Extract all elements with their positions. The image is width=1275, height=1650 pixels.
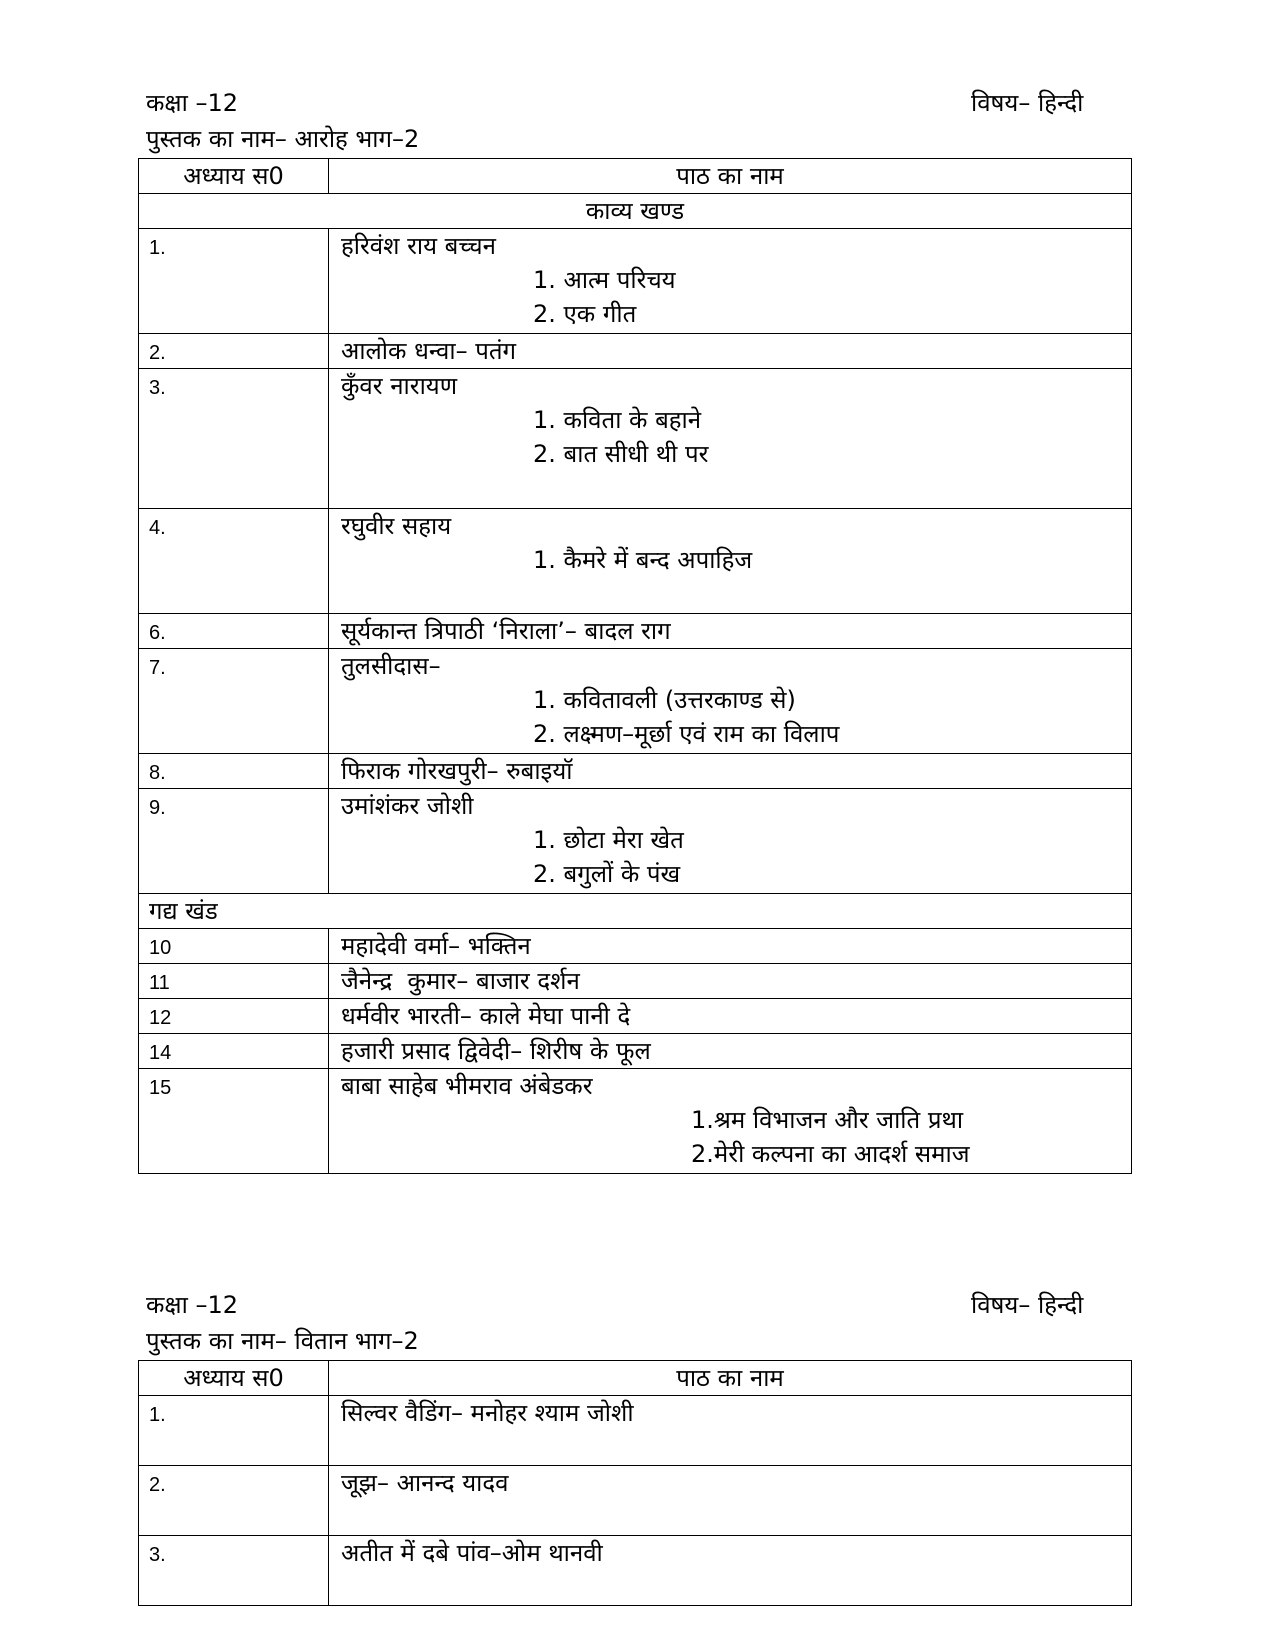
subject-label: विषय– हिन्दी <box>971 89 1084 117</box>
chapter-number: 14 <box>139 1034 329 1069</box>
table-row <box>139 1396 1132 1466</box>
table-row <box>139 1536 1132 1606</box>
lesson-title: रघुवीर सहाय <box>341 512 452 540</box>
lesson-cell <box>329 1536 1132 1606</box>
lesson-item: 2. एक गीत <box>533 300 637 328</box>
chapter-number: 2. <box>139 1466 329 1536</box>
table-row <box>139 789 1132 894</box>
lesson-title: उमांशंकर जोशी <box>341 792 474 820</box>
lesson-item: 1.श्रम विभाजन और जाति प्रथा <box>691 1106 964 1134</box>
section-poetry: काव्य खण्ड <box>139 194 1132 229</box>
lesson-item: 2. बात सीधी थी पर <box>533 440 709 468</box>
table-row <box>139 614 1132 649</box>
lesson-title: हजारी प्रसाद द्विवेदी– शिरीष के फूल <box>341 1037 651 1065</box>
lesson-item: 2. बगुलों के पंख <box>533 860 681 888</box>
table-row <box>139 509 1132 614</box>
lesson-item: 2. लक्ष्मण–मूर्छा एवं राम का विलाप <box>533 720 840 748</box>
lesson-cell <box>329 509 1132 614</box>
lesson-cell <box>329 1396 1132 1466</box>
lesson-item: 1. छोटा मेरा खेत <box>533 826 684 854</box>
section-row-prose <box>139 894 1132 929</box>
table-row <box>139 1466 1132 1536</box>
lesson-cell <box>329 929 1132 964</box>
subject-label: विषय– हिन्दी <box>971 1291 1084 1319</box>
lesson-cell <box>329 229 1132 334</box>
table-header-row <box>139 1361 1132 1396</box>
chapter-number: 1. <box>139 1396 329 1466</box>
col-header-lesson: पाठ का नाम <box>329 159 1132 194</box>
class-label: कक्षा –12 <box>146 1291 239 1319</box>
lesson-title: सिल्वर वैडिंग– मनोहर श्याम जोशी <box>341 1399 634 1427</box>
chapter-number: 15 <box>139 1069 329 1174</box>
lesson-cell <box>329 1466 1132 1536</box>
lesson-cell <box>329 789 1132 894</box>
lesson-title: तुलसीदास– <box>341 652 441 680</box>
lesson-cell <box>329 1069 1132 1174</box>
lesson-cell <box>329 999 1132 1034</box>
table-row <box>139 964 1132 999</box>
table-row <box>139 1069 1132 1174</box>
lesson-title: जैनेन्द्र कुमार– बाजार दर्शन <box>341 967 580 995</box>
col-header-lesson: पाठ का नाम <box>329 1361 1132 1396</box>
lesson-item: 1. कैमरे में बन्द अपाहिज <box>533 546 753 574</box>
table-row <box>139 369 1132 509</box>
chapter-number: 7. <box>139 649 329 754</box>
table-row <box>139 1034 1132 1069</box>
chapter-number: 11 <box>139 964 329 999</box>
table-header-row <box>139 159 1132 194</box>
table-row <box>139 999 1132 1034</box>
table-row <box>139 754 1132 789</box>
lesson-cell <box>329 369 1132 509</box>
lesson-item: 1. आत्म परिचय <box>533 266 676 294</box>
table-row <box>139 649 1132 754</box>
chapter-number: 3. <box>139 1536 329 1606</box>
lesson-title: आलोक धन्वा– पतंग <box>341 337 517 365</box>
chapter-number: 12 <box>139 999 329 1034</box>
table-row <box>139 229 1132 334</box>
lesson-cell <box>329 964 1132 999</box>
table-row <box>139 334 1132 369</box>
chapter-number: 2. <box>139 334 329 369</box>
lesson-item: 2.मेरी कल्पना का आदर्श समाज <box>691 1140 970 1168</box>
lesson-title: सूर्यकान्त त्रिपाठी ‘निराला’– बादल राग <box>341 617 671 645</box>
syllabus-table-aroh <box>138 158 1132 1174</box>
col-header-chapter: अध्याय स0 <box>139 159 329 194</box>
chapter-number: 9. <box>139 789 329 894</box>
chapter-number: 10 <box>139 929 329 964</box>
lesson-cell <box>329 1034 1132 1069</box>
col-header-chapter: अध्याय स0 <box>139 1361 329 1396</box>
lesson-title: बाबा साहेब भीमराव अंबेडकर <box>341 1072 593 1100</box>
chapter-number: 1. <box>139 229 329 334</box>
class-label: कक्षा –12 <box>146 89 239 117</box>
chapter-number: 4. <box>139 509 329 614</box>
book-label: पुस्तक का नाम– वितान भाग–2 <box>146 1327 419 1355</box>
section-row-poetry <box>139 194 1132 229</box>
book-label: पुस्तक का नाम– आरोह भाग–2 <box>146 125 420 153</box>
lesson-cell <box>329 649 1132 754</box>
lesson-title: अतीत में दबे पांव–ओम थानवी <box>341 1539 603 1567</box>
lesson-title: महादेवी वर्मा– भक्तिन <box>341 932 531 960</box>
lesson-title: धर्मवीर भारती– काले मेघा पानी दे <box>341 1002 631 1030</box>
lesson-title: जूझ– आनन्द यादव <box>341 1469 509 1497</box>
table-row <box>139 929 1132 964</box>
lesson-title: फिराक गोरखपुरी– रुबाइयॉ <box>341 757 573 785</box>
syllabus-table-vitan <box>138 1360 1132 1606</box>
lesson-item: 1. कविता के बहाने <box>533 406 702 434</box>
lesson-cell <box>329 334 1132 369</box>
lesson-cell <box>329 754 1132 789</box>
lesson-item: 1. कवितावली (उत्तरकाण्ड से) <box>533 686 796 714</box>
lesson-title: हरिवंश राय बच्चन <box>341 232 496 260</box>
chapter-number: 6. <box>139 614 329 649</box>
lesson-title: कुँवर नारायण <box>341 372 458 400</box>
section-prose: गद्य खंड <box>139 894 1132 929</box>
chapter-number: 3. <box>139 369 329 509</box>
chapter-number: 8. <box>139 754 329 789</box>
lesson-cell <box>329 614 1132 649</box>
